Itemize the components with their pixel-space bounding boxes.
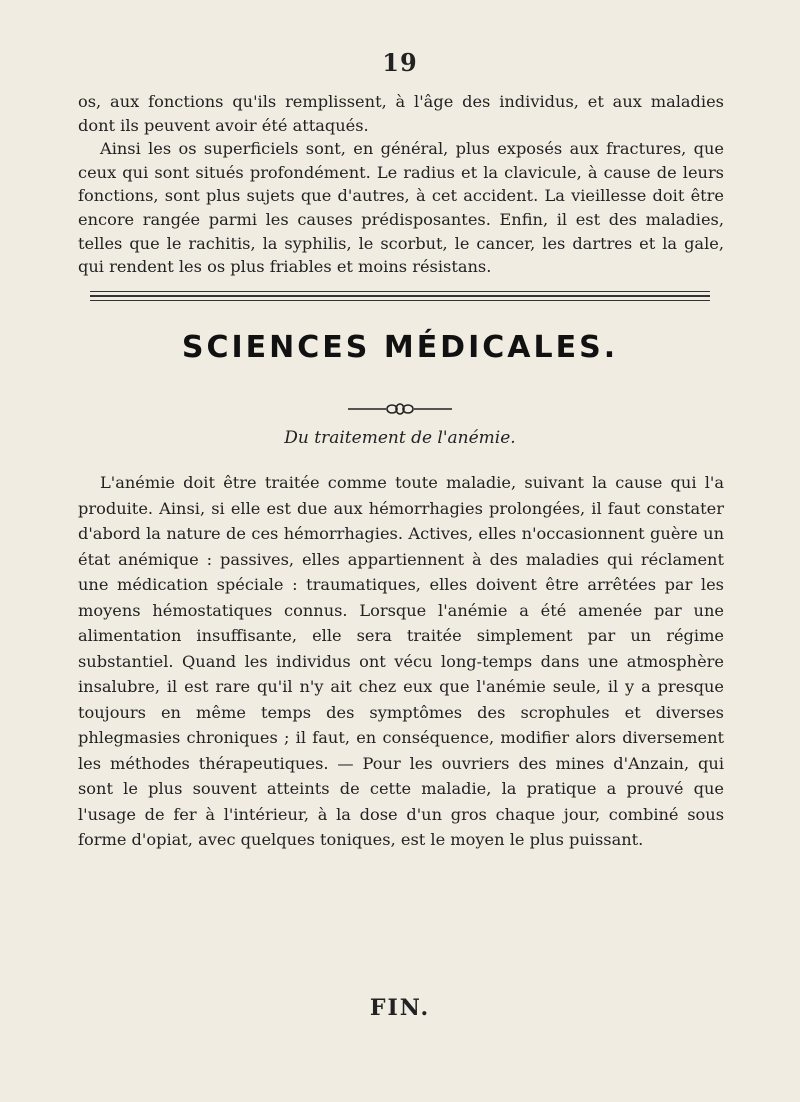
article-subtitle: Du traitement de l'anémie. — [284, 428, 516, 448]
paragraph-continued: os, aux fonctions qu'ils remplissent, à l'âge des individus, et aux maladies dont ils peuvent avoir été attaqués. — [78, 92, 724, 135]
top-text-block — [78, 90, 724, 279]
paragraph-anemie: L'anémie doit être traitée comme toute maladie, suivant la cause qui l'a produite. Ainsi, si elle est due aux hémorrhagies prolongées, il faut constater d'abord la nature de ces hémorrhagies. Actives, elles n'occasionnent guère un état anémique : passives, elles appartiennent à des maladies qui réclament une médication spéciale : traumatiques, elles doivent être arrêtées par les moyens hémostatiques connus. Lorsque l'anémie a été amenée par une alimentation insuffisante, elle sera traitée simplement par un régime substantiel. Quand les individus ont vécu long-temps dans une atmosphère insalubre, il est rare qu'il n'y ait chez eux que l'anémie seule, il y a presque toujours en même temps des symptômes des scrophules et diverses phlegmasies chroniques ; il faut, en conséquence, modifier alors diversement les méthodes thérapeutiques. — Pour les ouvriers des mines d'Anzain, qui sont le plus souvent atteints de cette maladie, la pratique a prouvé que l'usage de fer à l'intérieur, à la dose d'un gros chaque jour, combiné sous forme d'opiat, avec quelques toniques, est le moyen le plus puissant. — [78, 473, 724, 849]
divider-rule-top — [90, 291, 710, 292]
end-mark: FIN. — [369, 995, 431, 1021]
main-text-block — [78, 470, 724, 853]
paragraph-fractures: Ainsi les os superficiels sont, en général, plus exposés aux fractures, que ceux qui sont situés profondément. Le radius et la clavicule, à cause de leurs fonctions, sont plus sujets que d'autres, à cet accident. La vieillesse doit être encore rangée parmi les causes prédisposantes. Enfin, il est des maladies, telles que le rachitis, la syphilis, le scorbut, le cancer, les dartres et la gale, qui rendent les os plus friables et moins résistans. — [78, 139, 724, 277]
divider-rule-bottom — [90, 300, 710, 301]
divider-rule-middle — [90, 295, 710, 297]
ornament-divider-icon — [348, 402, 452, 416]
page-number: 19 — [382, 48, 418, 77]
section-title: SCIENCES MÉDICALES. — [181, 330, 619, 365]
